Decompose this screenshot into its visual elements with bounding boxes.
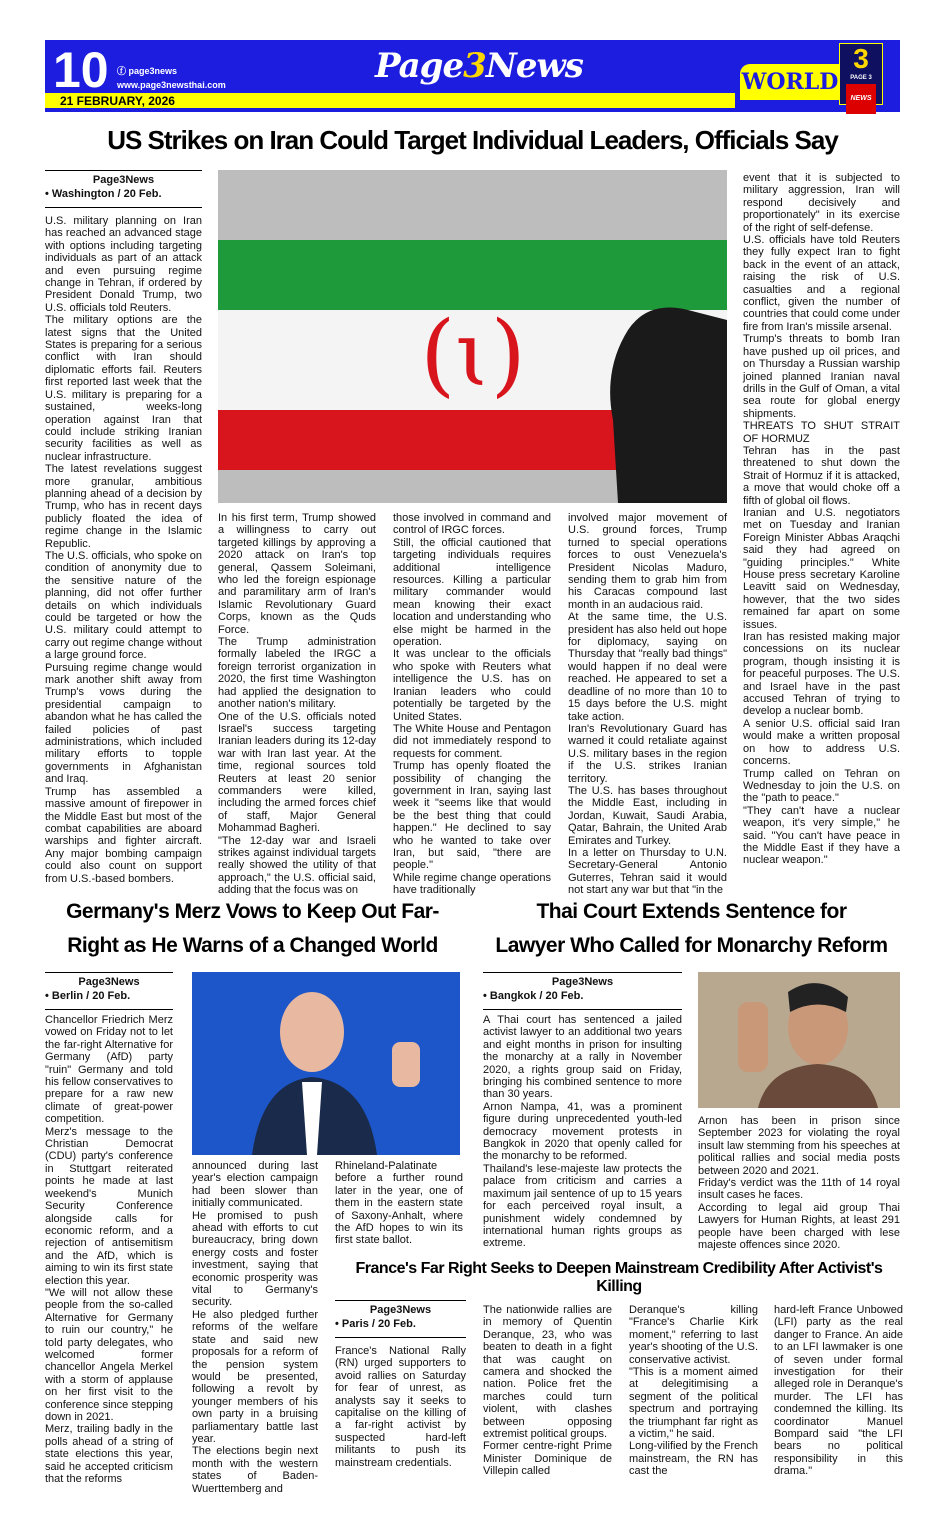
paragraph: Arnon has been in prison since September 2023 for violating the royal insult law stemming from his speeches at political rallies and social media posts between 2020 and 2021. <box>698 1115 900 1177</box>
paragraph: It was unclear to the officials who spoke with Reuters what intelligence the U.S. has on Iranian leaders who could potentially be targeted by the United States. <box>393 648 551 723</box>
paragraph: A senior U.S. official said Iran would make a written proposal on how to address U.S. concerns. <box>743 717 900 768</box>
facebook-icon: ⓕ <box>117 66 129 76</box>
paragraph: Still, the official cautioned that targeting individuals requires additional intelligence resources. Killing a particular military commander would mean knowing their exact location and understanding who else might be harmed in the operation. <box>393 536 551 649</box>
france-column-2 <box>483 1304 612 1478</box>
paragraph: "This is a moment aimed at delegitimising a segment of the political spectrum and portraying the triumphant far right as a victim," he said. <box>629 1366 758 1441</box>
thai-headline <box>483 895 900 963</box>
masthead <box>45 40 900 112</box>
paragraph: The nationwide rallies are in memory of Quentin Deranque, 23, who was beaten to death in a fight that was caught on camera and shocked the nation. Police fret the marches could turn violent, with clashes between opposing extremist political groups. <box>483 1304 612 1441</box>
france-byline <box>335 1300 466 1338</box>
paragraph: The elections begin next month with the western states of Baden-Wuerttemberg and <box>192 1445 318 1495</box>
text: 3 <box>853 43 869 74</box>
text: NEWS <box>846 84 876 114</box>
text: Page3News <box>92 174 155 186</box>
page-number: 10 <box>53 42 109 98</box>
paragraph: Arnon Nampa, 41, was a prominent figure during unprecedented youth-led democracy movement protests in Bangkok in 2020 that openly called for the monarchy to be reformed. <box>483 1100 682 1163</box>
paragraph: The latest revelations suggest more granular, ambitious planning ahead of a decision by Trump, who has in recent days publicly floated the idea of regime change in the Islamic Republic. <box>45 463 202 550</box>
paragraph: Friday's verdict was the 11th of 14 royal insult cases he faces. <box>698 1177 900 1202</box>
text: Lawyer Who Called for Monarchy Reform <box>495 934 888 957</box>
arnon-photo <box>698 972 900 1108</box>
text: Thai Court Extends Sentence for <box>536 900 847 923</box>
iran-column-5 <box>743 172 900 867</box>
iran-headline: US Strikes on Iran Could Target Individual Leaders, Officials Say <box>107 125 838 155</box>
paragraph: One of the U.S. officials noted Israel's success targeting Iranian leaders during its 12-day war with Iran last year. At the time, regional sources told Reuters at least 20 senior commanders were killed, including the armed forces chief of staff, Major General Mohammad Bagheri. <box>218 710 376 835</box>
paragraph: THREATS TO SHUT STRAIT OF HORMUZ <box>743 420 900 445</box>
text: Page3News <box>551 976 614 988</box>
paragraph: Thailand's lese-majeste law protects the palace from criticism and carries a maximum jail sentence of up to 15 years for each perceived royal insult, a punishment widely condemned by international human rights groups as extreme. <box>483 1162 682 1250</box>
paragraph: Trump called on Tehran on Wednesday to join the U.S. on the "path to peace." <box>743 767 900 805</box>
paragraph: Merz, trailing badly in the polls ahead of a string of state elections this year, said he accepted criticism that the reforms <box>45 1423 173 1486</box>
paragraph: The Trump administration formally labeled the IRGC a foreign terrorist organization in 2020, the first time Washington had applied the designation to another nation's military. <box>218 636 376 711</box>
thai-column-2 <box>698 1115 900 1251</box>
france-column-1 <box>335 1345 466 1469</box>
iran-flag-image <box>218 170 727 503</box>
paragraph: Trump has assembled a massive amount of firepower in the Middle East but most of the combat capabilities are aboard warships and fighter aircraft. Any major bombing campaign could also count on support from U.S.-based bombers. <box>45 785 202 885</box>
paragraph: Rhineland-Palatinate before a further round later in the year, one of them in the eastern state of Saxony-Anhalt, where the AfD hopes to win its first state ballot. <box>335 1160 463 1247</box>
text: Right as He Warns of a Changed World <box>67 934 438 957</box>
paragraph: event that it is subjected to military aggression, Iran will respond decisively and proportionately" in its exercise of the right of self-defense. <box>743 172 900 234</box>
paragraph: France's National Rally (RN) urged supporters to avoid rallies on Saturday for fear of unrest, as analysts say it seeks to capitalise on the killing of a far-right activist by suspected hard-left militants to push its mainstream credentials. <box>335 1345 466 1469</box>
paragraph: "The 12-day war and Israeli strikes against individual targets really showed the utility of that approach," the U.S. official said, adding that the focus was on <box>218 834 376 897</box>
paragraph: The U.S. has bases throughout the Middle East, including in Jordan, Kuwait, Saudi Arabia, Qatar, Bahrain, the United Arab Emirates and Turkey. <box>568 784 727 847</box>
paragraph: In a letter on Thursday to U.N. Secretary-General Antonio Guterres, Tehran said it would not start any war but that "in the <box>568 846 727 897</box>
paragraph: "We will not allow these people from the so-called Alternative for Germany to ruin our country," he told party delegates, who welcomed former chancellor Angela Merkel with a storm of applause on her first visit to the conference since stepping down in 2021. <box>45 1286 173 1423</box>
paragraph: Pursuing regime change would mark another shift away from Trump's vows during the presidential campaign to abandon what he has called the failed policies of past administrations, which included military efforts to topple governments in Afghanistan and Iraq. <box>45 661 202 786</box>
paragraph: Merz's message to the Christian Democrat (CDU) party's conference in Stuttgart reiterated points he made at last weekend's Munich Security Conference alongside calls for economic reform, and a rejection of antisemitism and the AfD, which is aiming to win its first state election this year. <box>45 1125 173 1287</box>
section-label: WORLD <box>740 64 840 100</box>
paragraph: In his first term, Trump showed a willingness to carry out targeted killings by approving a 2020 attack on Iran's top general, Qassem Soleimani, who led the foreign espionage and paramilitary arm of Iran's Islamic Revolutionary Guard Corps, known as the Quds Force. <box>218 512 376 636</box>
iran-flag-photo <box>218 170 727 503</box>
paragraph: Deranque's killing "France's Charlie Kirk moment," referring to last year's shooting of the U.S. conservative activist. <box>629 1304 758 1366</box>
paragraph: those involved in command and control of IRGC forces. <box>393 512 551 537</box>
arnon-image <box>698 972 900 1108</box>
text: Page3News <box>369 1304 432 1316</box>
france-headline: France's Far Right Seeks to Deepen Mainstream Credibility After Activist's Killing <box>355 1260 883 1295</box>
paragraph: He promised to push ahead with efforts to cut bureaucracy, bring down energy costs and foster investment, saying that economic prosperity was vital to Germany's security. <box>192 1209 318 1309</box>
paragraph: The U.S. officials, who spoke on condition of anonymity due to the sensitive nature of the planning, did not offer further details on which individuals could be targeted or how the U.S. military could attempt to carry out regime change without a large ground force. <box>45 549 202 662</box>
paragraph: Chancellor Friedrich Merz vowed on Friday not to let the far-right Alternative for Germany (AfD) party "ruin" Germany and told his fellow conservatives to prepare for a raw new climate of great-power competition. <box>45 1014 173 1126</box>
paragraph: Trump's threats to bomb Iran have pushed up oil prices, and on Thursday a Russian warship joined planned Iranian naval drills in the Gulf of Oman, a vital sea route for global energy shipments. <box>743 333 900 420</box>
paragraph: He also pledged further reforms of the welfare state and said new proposals for a reform of the pension system would be presented, following a revolt by younger members of his own party in a bruising parliamentary battle last year. <box>192 1308 318 1445</box>
thai-byline <box>483 972 682 1010</box>
merz-photo <box>192 972 460 1155</box>
text: page3news <box>128 66 178 76</box>
france-column-3 <box>629 1304 758 1478</box>
issue-date: 21 FEBRUARY, 2026 <box>60 94 175 108</box>
merz-headline <box>45 895 460 963</box>
merz-image <box>192 972 460 1155</box>
iran-column-3 <box>393 512 551 897</box>
paragraph: hard-left France Unbowed (LFI) party as the real danger to France. An aide to an LFI lawmaker is one of seven under formal investigation for their alleged role in Deranque's murder. The LFI has condemned the killing. Its coordinator Manuel Bompard said "the LFI bears no political responsibility in this drama." <box>774 1304 903 1478</box>
paragraph: Former centre-right Prime Minister Dominique de Villepin called <box>483 1440 612 1478</box>
paragraph: A Thai court has sentenced a jailed activist lawyer to an additional two years and eight months in prison for insulting the monarchy at a rally in November 2020, a rights group said on Friday, bringing his combined sentence to more than 30 years. <box>483 1014 682 1101</box>
paragraph: While regime change operations have traditionally <box>393 871 551 897</box>
merz-column-3 <box>335 1160 463 1247</box>
merz-column-1 <box>45 1014 173 1485</box>
paragraph: At the same time, the U.S. president has also held out hope for diplomacy, saying on Thursday that "really bad things" would happen if no deal were reached. He appeared to set a deadline of no more than 10 to 15 days before the U.S. might take action. <box>568 611 728 723</box>
paragraph: "They can't have a nuclear weapon, it's very simple," he said. "You can't have peace in the Middle East if they have a nuclear weapon." <box>743 804 900 867</box>
paragraph: Iran has resisted making major concessions on its nuclear program, though insisting it is for peaceful purposes. The U.S. and Israel have in the past accused Tehran of trying to develop a nuclear bomb. <box>743 631 900 718</box>
france-column-4 <box>774 1304 903 1478</box>
svg-text:(ɩ): (ɩ) <box>420 302 526 407</box>
text: • Berlin / 20 Feb. <box>45 990 131 1002</box>
newspaper-logo: Page3News <box>375 46 583 86</box>
paragraph: Tehran has in the past threatened to shut down the Strait of Hormuz if it is attacked, a move that would choke off a fifth of global oil flows. <box>743 444 900 507</box>
text: • Bangkok / 20 Feb. <box>483 990 584 1002</box>
page3-badge <box>839 43 883 105</box>
text: Page3News <box>78 976 140 988</box>
text: • Washington / 20 Feb. <box>45 188 162 200</box>
paragraph: Long-vilified by the French mainstream, the RN has cast the <box>629 1440 759 1478</box>
iran-byline <box>45 170 202 208</box>
thai-column-1 <box>483 1014 682 1250</box>
paragraph: The military options are the latest signs that the United States is preparing for a serious conflict with Iran should diplomatic efforts fail. Reuters first reported last week that the U.S. military is preparing for a sustained, weeks-long operation against Iran that could include striking Iranian security facilities as well as nuclear infrastructure. <box>45 314 202 463</box>
merz-column-2 <box>192 1160 318 1495</box>
website-link[interactable]: www.page3newsthai.com <box>117 80 226 90</box>
iran-column-2 <box>218 512 376 897</box>
text: PAGE 3 <box>850 75 872 81</box>
paragraph: Iran's Revolutionary Guard has warned it could retaliate against U.S. military bases in the region if the U.S. strikes Iranian territory. <box>568 722 727 785</box>
paragraph: U.S. officials have told Reuters they fully expect Iran to fight back in the event of an attack, raising the risk of U.S. casualties and a regional conflict, given the number of countries that could come under fire from Iran's missile arsenal. <box>743 234 900 333</box>
text: • Paris / 20 Feb. <box>335 1318 416 1330</box>
facebook-handle <box>117 64 177 77</box>
paragraph: announced during last year's election campaign had been slower than initially communicated. <box>192 1160 318 1210</box>
paragraph: U.S. military planning on Iran has reached an advanced stage with options including targeting individuals as part of an attack and even pursuing regime change in Tehran, if ordered by President Donald Trump, two U.S. officials told Reuters. <box>45 215 202 314</box>
paragraph: Iranian and U.S. negotiators met on Tuesday and Iranian Foreign Minister Abbas Araqchi said they had agreed on "guiding principles." White House press secretary Karoline Leavitt said on Wednesday, however, that the two sides remained far apart on some issues. <box>743 506 900 631</box>
iran-column-4 <box>568 512 727 897</box>
paragraph: Trump has openly floated the possibility of changing the government in Iran, saying last week it "seems like that would be the best thing that could happen." He declined to say who he wanted to take over Iran, but said, "there are people." <box>393 760 551 872</box>
paragraph: involved major movement of U.S. ground forces, Trump turned to special operations forces to oust Venezuela's President Nicolas Maduro, sending them to grab him from his Caracas compound last month in an audacious raid. <box>568 512 727 611</box>
paragraph: The White House and Pentagon did not immediately respond to requests for comment. <box>393 722 551 760</box>
iran-column-1 <box>45 215 202 885</box>
text: Germany's Merz Vows to Keep Out Far- <box>66 900 439 923</box>
merz-byline <box>45 972 173 1010</box>
paragraph: According to legal aid group Thai Lawyers for Human Rights, at least 291 people have been charged with lese majeste offences since 2020. <box>698 1201 900 1252</box>
